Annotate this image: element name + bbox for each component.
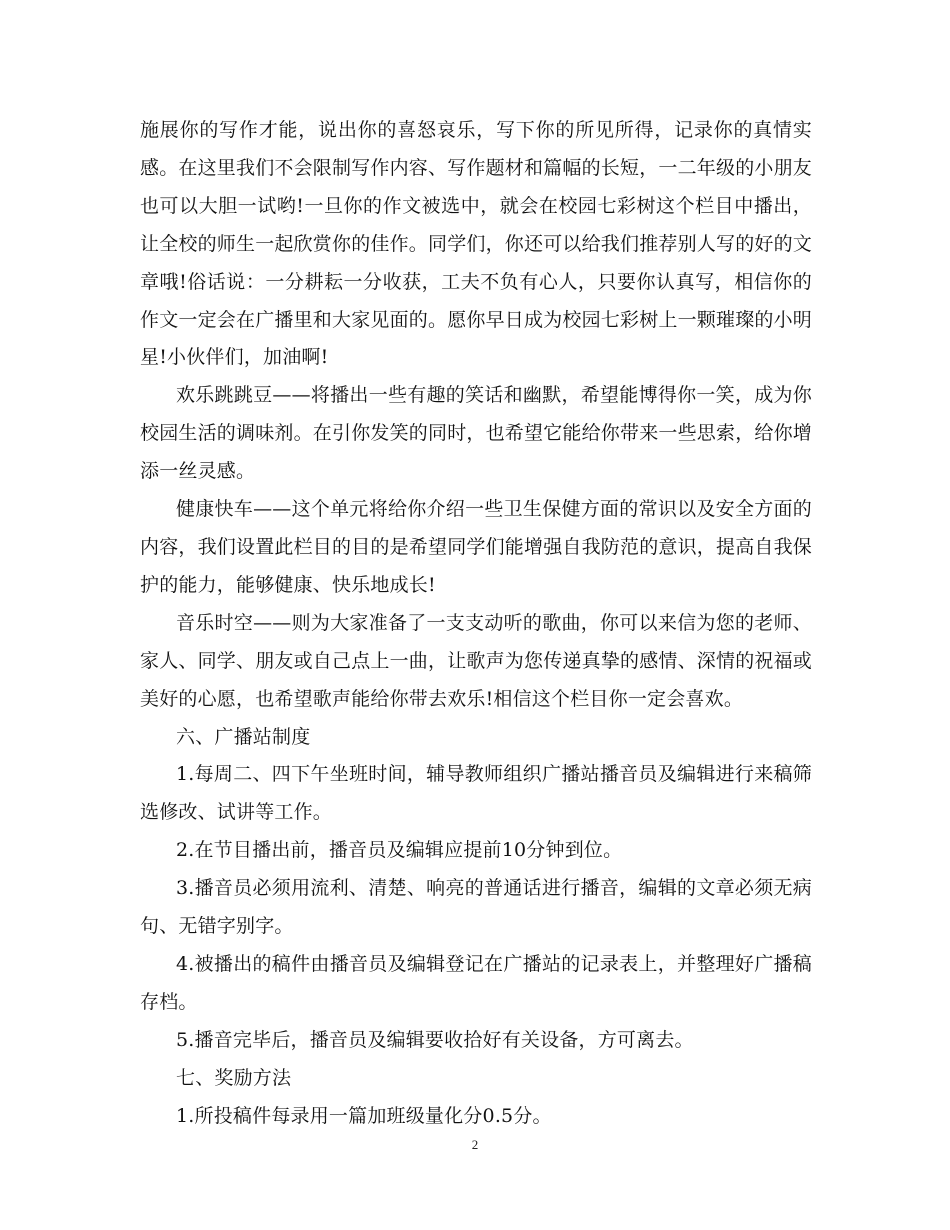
rule-item-1: 1.每周二、四下午坐班时间，辅导教师组织广播站播音员及编辑进行来稿筛选修改、试讲等工作。 (140, 763, 812, 824)
paragraph-health-column: 健康快车——这个单元将给你介绍一些卫生保健方面的常识以及安全方面的内容，我们设置此栏目的目的是希望同学们能增强自我防范的意识，提高自我保护的能力，能够健康、快乐地成长! (140, 498, 813, 596)
reward-item-1: 1.所投稿件每录用一篇加班级量化分0.5分。 (176, 1104, 552, 1127)
document-body (140, 112, 812, 1135)
paragraph-joke-column: 欢乐跳跳豆——将播出一些有趣的笑话和幽默，希望能博得你一笑，成为你校园生活的调味剂。在引你发笑的同时，也希望它能给你带来一些思索，给你增添一丝灵感。 (140, 384, 813, 483)
section-heading-rewards: 七、奖励方法 (176, 1066, 292, 1089)
section-heading-rules: 六、广播站制度 (176, 725, 311, 748)
rule-item-2: 2.在节目播出前，播音员及编辑应提前10分钟到位。 (176, 839, 623, 862)
page-number: 2 (471, 1137, 479, 1152)
paragraph-music-column: 音乐时空——则为大家准备了一支支动听的歌曲，你可以来信为您的老师、家人、同学、朋友或自己点上一曲，让歌声为您传递真挚的感情、深情的祝福或美好的心愿，也希望歌声能给你带去欢乐!相信这个栏目你一定会喜欢。 (140, 611, 813, 710)
rule-item-3: 3.播音员必须用流利、清楚、响亮的普通话进行播音，编辑的文章必须无病句、无错字别字。 (140, 877, 812, 938)
paragraph-writing-intro: 施展你的写作才能，说出你的喜怒哀乐，写下你的所见所得，记录你的真情实感。在这里我们不会限制写作内容、写作题材和篇幅的长短，一二年级的小朋友也可以大胆一试哟!一旦你的作文被选中，就会在校园七彩树这个栏目中播出，让全校的师生一起欣赏你的佳作。同学们，你还可以给我们推荐别人写的好的文章哦!俗话说：一分耕耘一分收获，工夫不负有心人，只要你认真写，相信你的作文一定会在广播里和大家见面的。愿你早日成为校园七彩树上一颗璀璨的小明星!小伙伴们，加油啊! (140, 119, 813, 369)
rule-item-4: 4.被播出的稿件由播音员及编辑登记在广播站的记录表上，并整理好广播稿存档。 (140, 952, 812, 1013)
rule-item-5: 5.播音完毕后，播音员及编辑要收拾好有关设备，方可离去。 (176, 1028, 694, 1051)
